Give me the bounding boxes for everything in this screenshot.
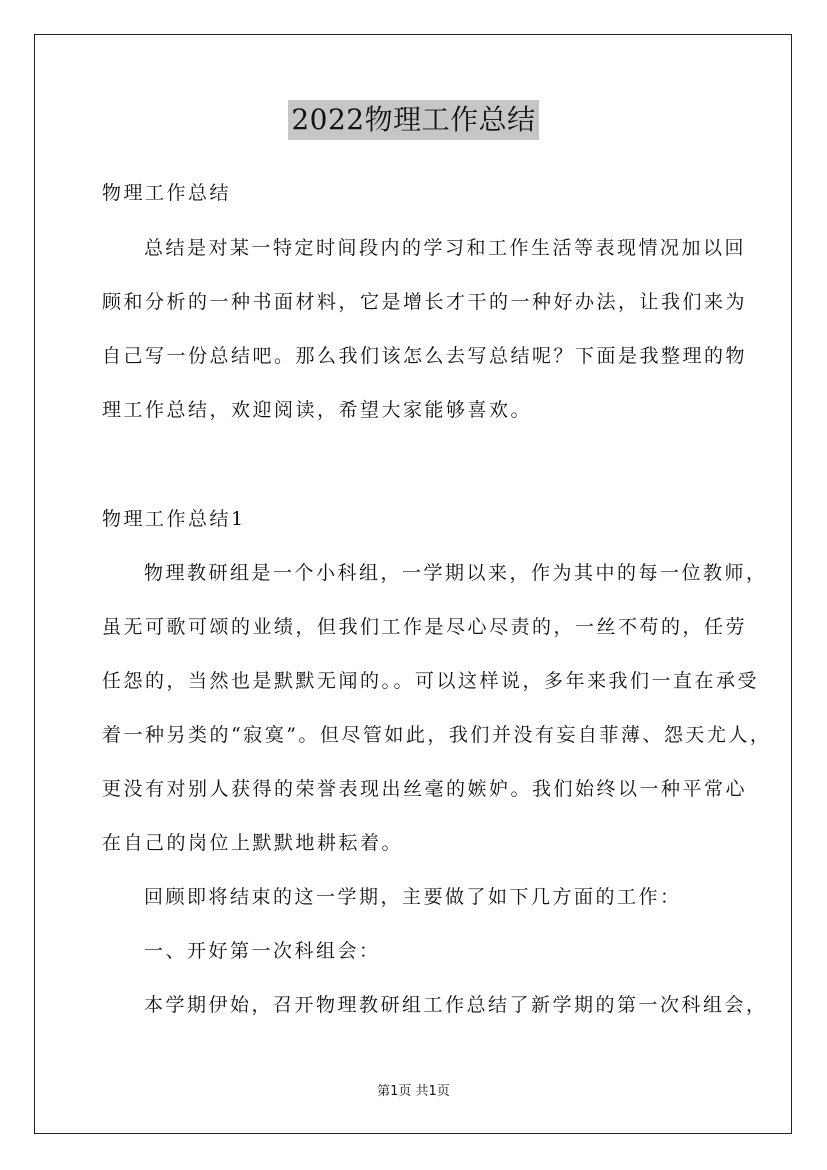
paragraph-line: 总结是对某一特定时间段内的学习和工作生活等表现情况加以回 [144, 237, 747, 259]
paragraph-line: 理工作总结，欢迎阅读，希望大家能够喜欢。 [102, 399, 533, 421]
paragraph-line: 自己写一份总结吧。那么我们该怎么去写总结呢？下面是我整理的物 [102, 345, 748, 367]
subheading-line: 一、开好第一次科组会： [144, 940, 381, 962]
paragraph-line: 着一种另类的“寂寞”。但尽管如此，我们并没有妄自菲薄、怨天尤人， [102, 724, 772, 746]
paragraph-line: 虽无可歌可颂的业绩，但我们工作是尽心尽责的，一丝不苟的，任劳 [102, 616, 748, 638]
document-title: 2022物理工作总结 [288, 100, 538, 140]
paragraph-line: 任怨的，当然也是默默无闻的。。可以这样说，多年来我们一直在承受 [102, 670, 760, 692]
paragraph-line: 物理教研组是一个小科组，一学期以来，作为其中的每一位教师， [144, 562, 768, 584]
section-heading: 物理工作总结 [102, 182, 232, 204]
paragraph-line: 回顾即将结束的这一学期，主要做了如下几方面的工作： [144, 886, 682, 908]
title-container [0, 100, 827, 140]
paragraph-line: 顾和分析的一种书面材料，它是增长才干的一种好办法，让我们来为 [102, 291, 748, 313]
page-footer: 第1页 共1页 [377, 1084, 450, 1099]
paragraph-line: 本学期伊始，召开物理教研组工作总结了新学期的第一次科组会， [144, 994, 768, 1016]
section-heading: 物理工作总结1 [102, 508, 246, 530]
paragraph-line: 在自己的岗位上默默地耕耘着。 [102, 832, 404, 854]
paragraph-line: 更没有对别人获得的荣誉表现出丝毫的嫉妒。我们始终以一种平常心 [102, 778, 748, 800]
